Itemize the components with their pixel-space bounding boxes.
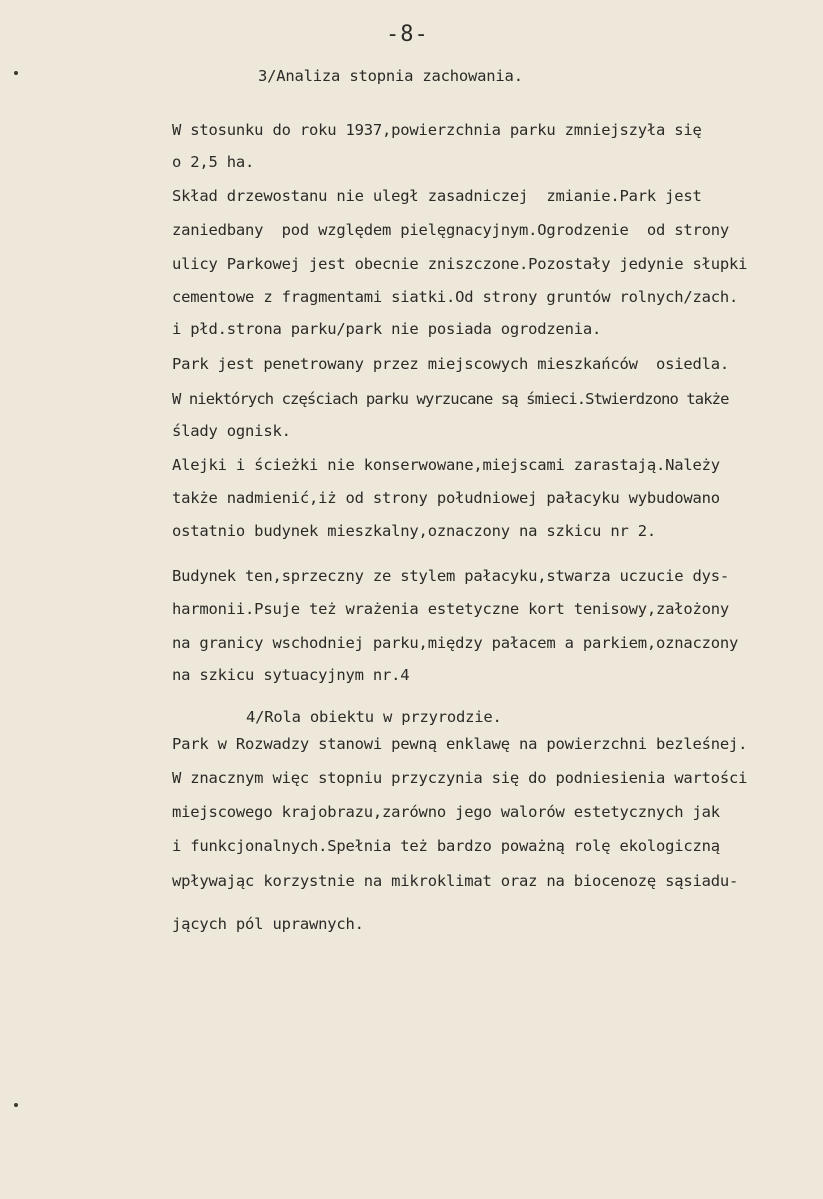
punch-hole-mark (14, 1103, 18, 1107)
text-line: na granicy wschodniej parku,między pałacem a parkiem,oznaczony (172, 634, 739, 652)
punch-hole-mark (14, 71, 18, 75)
text-line: i funkcjonalnych.Spełnia też bardzo poważną rolę ekologiczną (172, 837, 720, 855)
text-line: ulicy Parkowej jest obecnie zniszczone.Pozostały jedynie słupki (172, 255, 748, 273)
text-line: W niektórych częściach parku wyrzucane są śmieci.Stwierdzono także (172, 390, 729, 408)
text-line: ślady ognisk. (172, 422, 291, 440)
section-heading: 3/Analiza stopnia zachowania. (258, 67, 523, 85)
section-heading: 4/Rola obiektu w przyrodzie. (246, 708, 502, 726)
text-line: jących pól uprawnych. (172, 915, 364, 933)
text-line: W znacznym więc stopniu przyczynia się do podniesienia wartości (172, 769, 748, 787)
text-line: wpływając korzystnie na mikroklimat oraz na biocenozę sąsiadu- (172, 872, 739, 890)
text-line: cementowe z fragmentami siatki.Od strony gruntów rolnych/zach. (172, 288, 739, 306)
text-line: miejscowego krajobrazu,zarówno jego walorów estetycznych jak (172, 803, 720, 821)
page-number: -8- (386, 22, 429, 47)
text-line: ostatnio budynek mieszkalny,oznaczony na szkicu nr 2. (172, 522, 656, 540)
text-line: zaniedbany pod względem pielęgnacyjnym.Ogrodzenie od strony (172, 221, 730, 239)
text-line: Park w Rozwadzy stanowi pewną enklawę na powierzchni bezleśnej. (172, 735, 748, 753)
text-line: o 2,5 ha. (172, 153, 255, 171)
text-line: Budynek ten,sprzeczny ze stylem pałacyku,stwarza uczucie dys- (172, 567, 730, 585)
text-line: W stosunku do roku 1937,powierzchnia parku zmniejszyła się (172, 121, 702, 139)
text-line: Park jest penetrowany przez miejscowych mieszkańców osiedla. (172, 355, 730, 373)
text-line: Skład drzewostanu nie uległ zasadniczej zmianie.Park jest (172, 187, 702, 205)
text-line: i płd.strona parku/park nie posiada ogrodzenia. (172, 320, 602, 338)
text-line: na szkicu sytuacyjnym nr.4 (172, 666, 410, 684)
text-line: także nadmienić,iż od strony południowej pałacyku wybudowano (172, 489, 720, 507)
text-line: harmonii.Psuje też wrażenia estetyczne kort tenisowy,założony (172, 600, 730, 618)
text-line: Alejki i ścieżki nie konserwowane,miejscami zarastają.Należy (172, 456, 720, 474)
